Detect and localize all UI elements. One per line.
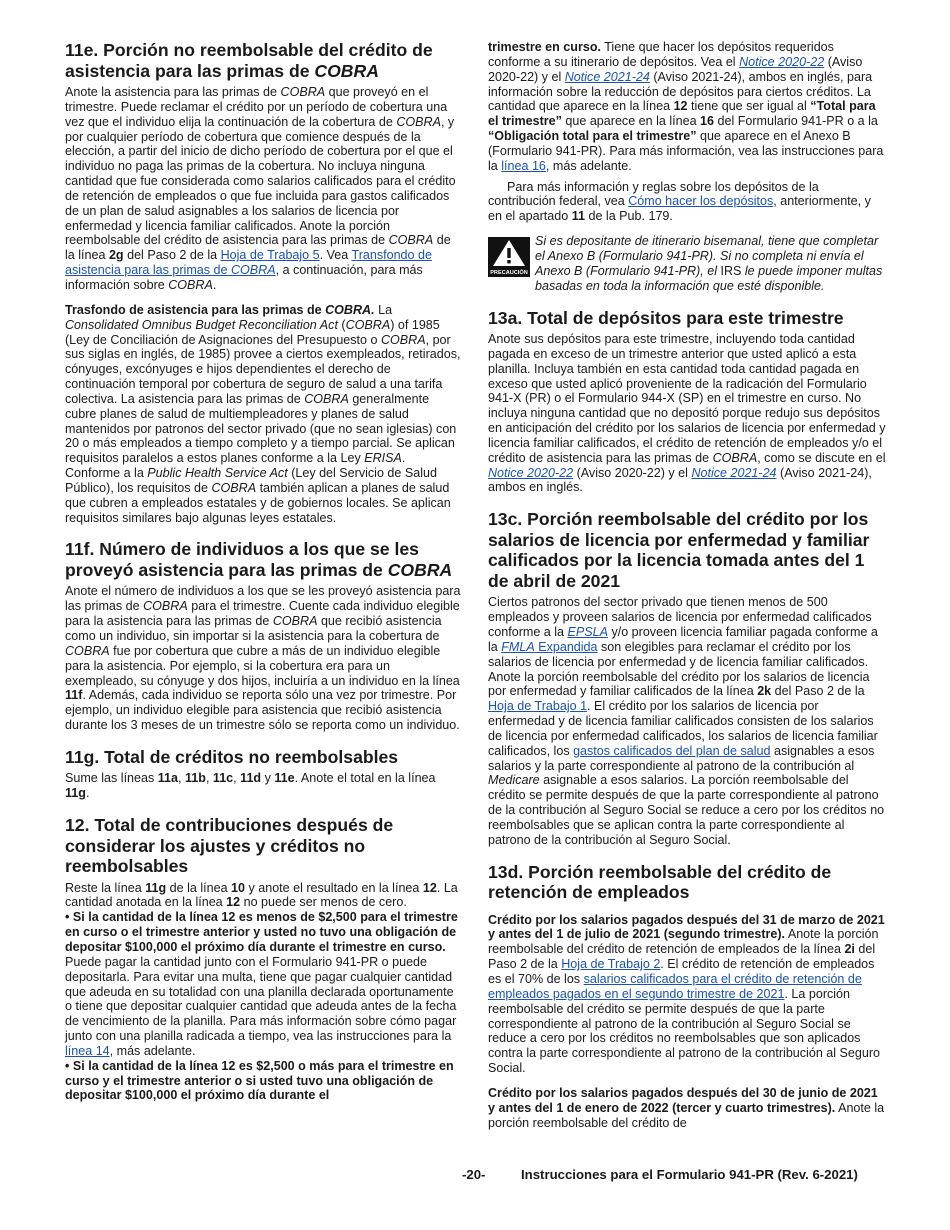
section-11e-paragraph: Anote la asistencia para las primas de COBRA que proveyó en el trimestre. Puede reclamar el crédito por un período de cobertura una vez que el individuo elija la continuación de la cobertura de COBRA, y por cualquier período de cobertura que comience después de la elección, a partir del inicio de dicho período de cobertura por el que el individuo no paga las primas de la cobertura. No incluya ninguna cantidad que fue considerada como salarios calificados para el crédito de retención de empleados o que fue incluida para gastos calificados de un plan de salud asignables a los salarios de licencia por enfermedad y licencia familiar calificados. Anote la porción reembolsable del crédito de asistencia para las primas de COBRA de la línea 2g del Paso 2 de la Hoja de Trabajo 5. Vea Transfondo de asistencia para las primas de COBRA, a continuación, para más información sobre COBRA.	[65, 85, 456, 292]
section-12-heading: 12. Total de contribuciones después de considerar los ajustes y créditos no reembolsables	[65, 815, 394, 877]
left-column	[65, 40, 463, 1103]
notice-2020-22-link[interactable]: Notice 2020-22	[739, 54, 825, 69]
section-11e-heading: 11e. Porción no reembolsable del crédito de asistencia para las primas de COBRA	[65, 40, 433, 81]
notice-2020-22-link-2[interactable]: Notice 2020-22	[488, 465, 574, 480]
section-11g-paragraph: Sume las líneas 11a, 11b, 11c, 11d y 11e. Anote el total en la línea 11g.	[65, 771, 436, 801]
section-11f-heading: 11f. Número de individuos a los que se les proveyó asistencia para las primas de COBRA	[65, 539, 453, 580]
caution-text: Si es depositante de itinerario bisemanal, tiene que completar el Anexo B (Formulario 941-PR). Si no completa ni envía el Anexo B (Formulario 941-PR), el IRS le puede imponer multas basadas en toda la información que esté disponible.	[535, 234, 883, 293]
caution-note	[488, 234, 886, 293]
right-column	[488, 40, 886, 1130]
section-13d-paragraph-2: Crédito por los salarios pagados después del 30 de junio de 2021 y antes del 1 de enero de 2022 (tercer y cuarto trimestres). Anote la porción reembolsable del crédito de	[488, 1085, 885, 1130]
cobra-background-link[interactable]: Transfondo de asistencia para las primas de COBRA	[65, 248, 432, 278]
caution-icon	[488, 237, 530, 277]
line-14-link[interactable]: línea 14	[65, 1043, 110, 1058]
health-plan-expenses-link[interactable]: gastos calificados del plan de salud	[573, 743, 771, 758]
how-to-deposit-link[interactable]: Cómo hacer los depósitos	[628, 194, 774, 209]
caution-label: PRECAUCIÓN	[490, 270, 528, 277]
section-12-bullet-1: • Si la cantidad de la línea 12 es menos de $2,500 para el trimestre en curso o el trimestre anterior y usted no tuvo una obligación de depositar $100,000 el próximo día durante el trimestre en curso. Puede pagar la cantidad junto con el Formulario 941-PR o puede depositarla. Para evitar una multa, tiene que pagar cualquier cantidad que adeuda en su totalidad con una planilla declarada oportunamente o tiene que depositar cualquier cantidad que adeuda antes de la fecha de vencimiento de la planilla. Para más información sobre cómo pagar junto con una planilla radicada a tiempo, vea las instrucciones para la línea 14, más adelante.	[65, 910, 458, 1058]
cobra-background-paragraph: Trasfondo de asistencia para las primas de COBRA. La Consolidated Omnibus Budget Reconciliation Act (COBRA) of 1985 (Ley de Conciliación de Asignaciones del Presupuesto o COBRA, por sus siglas en inglés, de 1985) provee a ciertos exempleados, retirados, cónyuges, excónyuges e hijos dependientes el derecho de continuación temporal por cobertura de seguro de salud a una tarifa colectiva. La asistencia para las primas de COBRA generalmente cubre planes de salud de multiempleadores y planes de salud mantenidos por patronos del sector privado (que no sean iglesias) con 20 o más empleados a tiempo completo y a tiempo parcial. Se aplican requisitos paralelos a estos planes conforme a la Ley ERISA. Conforme a la Public Health Service Act (Ley del Servicio de Salud Público), los requisitos de COBRA también aplican a planes de salud que cubren a empleados estatales y de gobiernos locales. Se aplican requisitos similares bajo algunas leyes estatales.	[65, 302, 461, 525]
line-16-link[interactable]: línea 16	[501, 158, 546, 173]
section-13c-heading: 13c. Porción reembolsable del crédito por los salarios de licencia por enfermedad y familiar calificados por la licencia tomada antes del 1 de abril de 2021	[488, 509, 870, 591]
section-13c-paragraph: Ciertos patronos del sector privado que tienen menos de 500 empleados y proveen salarios de licencia por enfermedad calificados conforme a la EPSLA y/o proveen licencia familiar pagada conforme a la FMLA Expandida son elegibles para reclamar el crédito por los salarios de licencia por enfermedad y de licencia familiar calificados. Anote la porción reembolsable del crédito por los salarios de licencia por enfermedad y familiar calificados de la línea 2k del Paso 2 de la Hoja de Trabajo 1. El crédito por los salarios de licencia por enfermedad y de licencia familiar calificados consisten de los salarios de licencia por enfermedad calificados, los salarios de licencia familiar calificados, los gastos calificados del plan de salud asignables a esos salarios y la parte correspondiente al patrono de la contribución al Medicare asignable a esos salarios. La porción reembolsable del crédito se permite después de que la parte correspondiente al patrono de la contribución al Seguro Social se reduce a cero por los créditos no reembolsables que se aplican contra la parte correspondiente al patrono de la contribución al Seguro Social.	[488, 595, 885, 847]
footer-title: Instrucciones para el Formulario 941-PR (Rev. 6-2021)	[521, 1167, 858, 1182]
worksheet-2-link[interactable]: Hoja de Trabajo 2	[561, 957, 661, 972]
worksheet-1-link[interactable]: Hoja de Trabajo 1	[488, 699, 588, 714]
page-number: -20-	[462, 1167, 486, 1182]
qualified-wages-q2-link[interactable]: salarios calificados para el crédito de retención de empleados pagados en el segundo trimestre de 2021	[488, 972, 862, 1001]
section-12-paragraph: Reste la línea 11g de la línea 10 y anote el resultado en la línea 12. La cantidad anotada en la línea 12 no puede ser menos de cero.	[65, 880, 458, 910]
epsla-link[interactable]: EPSLA	[567, 624, 608, 639]
fmla-link[interactable]: FMLA Expandida	[501, 639, 598, 654]
section-13a-heading: 13a. Total de depósitos para este trimestre	[488, 307, 844, 328]
notice-2021-24-link-2[interactable]: Notice 2021-24	[691, 465, 777, 480]
deposit-info-paragraph: Para más información y reglas sobre los depósitos de la contribución federal, vea Cómo hacer los depósitos, anteriormente, y en el apartado 11 de la Pub. 179.	[488, 179, 871, 224]
section-12-bullet-2: • Si la cantidad de la línea 12 es $2,500 o más para el trimestre en curso y el trimestre anterior o si usted tuvo una obligación de depositar $100,000 el próximo día durante el	[65, 1058, 454, 1103]
section-12-continuation: trimestre en curso. Tiene que hacer los depósitos requeridos conforme a su itinerario de depósitos. Vea el Notice 2020-22 (Aviso 2020-22) y el Notice 2021-24 (Aviso 2021-24), ambos en inglés, para información sobre la reducción de depósitos para ciertos créditos. La cantidad que aparece en la línea 12 tiene que ser igual al “Total para el trimestre” que aparece en la línea 16 del Formulario 941-PR o a la “Obligación total para el trimestre” que aparece en el Anexo B (Formulario 941-PR). Para más información, vea las instrucciones para la línea 16, más adelante.	[488, 40, 884, 173]
section-13a-paragraph: Anote sus depósitos para este trimestre, incluyendo toda cantidad pagada en exceso de un trimestre anterior que usted aplicó a esta planilla. Incluya también en esta cantidad toda cantidad pagada en exceso que usted aplicó proveniente de la radicación del Formulario 941-X (PR) o el Formulario 944-X (SP) en el trimestre en curso. No incluya ninguna cantidad que no depositó porque redujo sus depósitos en anticipación del crédito por los salarios de licencia por enfermedad y licencia familiar calificados, el crédito de retención de empleados y/o el crédito de asistencia para las primas de COBRA, como se discute en el Notice 2020-22 (Aviso 2020-22) y el Notice 2021-24 (Aviso 2021-24), ambos en inglés.	[488, 332, 886, 495]
section-13d-heading: 13d. Porción reembolsable del crédito de retención de empleados	[488, 861, 832, 903]
section-11f-paragraph: Anote el número de individuos a los que se les proveyó asistencia para las primas de COBRA para el trimestre. Cuente cada individuo elegible para la asistencia para las primas de COBRA que recibió asistencia como un individuo, sin importar si la asistencia para la cobertura de COBRA fue por cobertura que cubre a más de un individuo elegible para la asistencia. Por ejemplo, si la cobertura era para un exempleado, su cónyuge y dos hijos, incluiría a un individuo en la línea 11f. Además, cada individuo se reporta sólo una vez por trimestre. Por ejemplo, un individuo elegible para asistencia que recibió asistencia durante los 3 meses de un trimestre sólo se reporta como un individuo.	[65, 584, 461, 733]
worksheet-5-link[interactable]: Hoja de Trabajo 5	[220, 248, 320, 263]
section-11g-heading: 11g. Total de créditos no reembolsables	[65, 746, 399, 767]
notice-2021-24-link[interactable]: Notice 2021-24	[564, 69, 650, 84]
section-13d-paragraph-1: Crédito por los salarios pagados después del 31 de marzo de 2021 y antes del 1 de julio de 2021 (segundo trimestre). Anote la porción reembolsable del crédito de retención de empleados de la línea 2i del Paso 2 de la Hoja de Trabajo 2. El crédito de retención de empleados es el 70% de los salarios calificados para el crédito de retención de empleados pagados en el segundo trimestre de 2021. La porción reembolsable del crédito se permite después de que la parte correspondiente al patrono de la contribución al Seguro Social se reduce a cero por los créditos no reembolsables que son aplicados contra la parte correspondiente al patrono de la contribución al Seguro Social.	[488, 912, 885, 1076]
